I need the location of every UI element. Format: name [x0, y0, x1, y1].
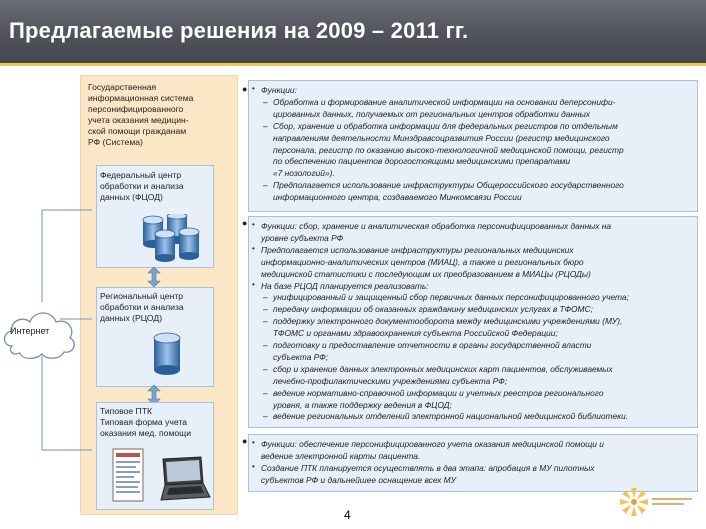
federal-center-box — [96, 165, 214, 268]
bullet-marker: • — [252, 84, 255, 93]
laptop-icon — [155, 455, 211, 503]
panel-text-line: Создание ПТК планируется осуществлять в два этапа: апробация в МУ пилотных — [261, 462, 595, 473]
panel-text-line: подготовку и предоставление отчетности в органы государственной власти — [273, 340, 592, 350]
panel-text-line: субъекта РФ; — [273, 351, 329, 362]
panel-text-line: сбор и хранение данных электронных медицинских карт пациентов, обслуживаемых — [273, 363, 613, 374]
dash-marker: – — [263, 411, 268, 422]
ptk-box — [96, 402, 214, 510]
regional-center-label: Региональный центр обработки и анализа данных (РЦОД) — [100, 291, 184, 323]
internet-connector — [40, 206, 100, 456]
panel-text-line: поддержку электронного документооборота между медицинскими учреждениями (МУ), — [273, 316, 623, 327]
document-icon — [111, 447, 147, 505]
dash-marker: – — [263, 316, 268, 327]
dash-marker: – — [263, 96, 268, 107]
page-title: Предлагаемые решения на 2009 – 2011 гг. — [9, 18, 469, 43]
panel-text-line: Функции: — [261, 85, 297, 95]
panel-text-line: уровне субъекта РФ — [261, 232, 344, 243]
dash-marker: – — [263, 120, 268, 131]
panel-text-line: Функции: обеспечение персонифицированного учета оказания медицинской помощи и — [261, 439, 604, 449]
panel-text-line: информационного центра, создаваемого Минкомсвязи России — [273, 192, 522, 203]
panel-text-line: направлениям деятельности Минздравсоцразвития России (регистр медицинского — [273, 132, 610, 143]
dash-marker: – — [263, 180, 268, 191]
dash-marker: – — [263, 292, 268, 303]
panel-text-line: «7 нозологий»). — [273, 168, 335, 179]
logo-icon — [612, 482, 702, 526]
ptk-label: Типовое ПТК Типовая форма учета оказания мед. помощи — [100, 406, 191, 438]
regional-functions-panel — [248, 216, 698, 428]
bullet-marker: • — [252, 220, 255, 229]
panel-text-line: по обеспечению пациентов дорогостоящими медицинскими препаратами — [273, 156, 571, 167]
panel-text-line: ТФОМС и органами здравоохранения субъекта Российской Федерации; — [273, 328, 558, 339]
dash-marker: – — [263, 340, 268, 350]
bullet-dot: ● — [242, 436, 248, 446]
panel-text-line: передачу информации об оказанных гражданину медицинских услугах в ТФОМС; — [273, 304, 593, 315]
federal-functions-panel — [248, 80, 698, 212]
title-bar — [0, 0, 706, 63]
panel-text-line: Обработка и формирование аналитической информации на основании деперсонифи- — [273, 96, 616, 107]
panel-text-line: ведение региональных отделений электронной национальной медицинской библиотеки. — [273, 411, 629, 422]
dash-marker: – — [263, 387, 268, 398]
dash-marker: – — [263, 363, 268, 374]
panel-text-line: ведение электронной карты пациента. — [261, 450, 421, 461]
database-icon — [151, 332, 183, 376]
dash-marker: – — [263, 304, 268, 315]
internet-label: Интернет — [10, 326, 50, 336]
panel-text-line: лечебно-профилактическими учреждениями субъекта РФ; — [273, 375, 508, 386]
panel-text-line: Предполагается использование инфраструктуры Общероссийского государственного — [273, 180, 624, 191]
panel-text-line: цированных данных, получаемых от региональных центров обработки данных — [273, 108, 590, 119]
panel-text-line: На базе РЦОД планируется реализовать: — [261, 280, 429, 291]
page-number: 4 — [344, 508, 351, 522]
panel-text-line: информационно-аналитических центров (МИАЦ), а также и региональных бюро — [261, 256, 584, 267]
panel-text-line: унифицированный и защищенный сбор первичных данных персонифицированного учета; — [273, 292, 629, 303]
panel-text-line: Предполагается использование инфраструктуры региональных медицинских — [261, 244, 574, 255]
panel-text-line: уровня, а также поддержку ведения в ФЦОД; — [273, 399, 452, 410]
title-divider — [0, 63, 706, 66]
panel-text-line: Сбор, хранение и обработка информации для федеральных регистров по отдельным — [273, 120, 618, 131]
bullet-dot: ● — [242, 84, 248, 94]
bullet-marker: • — [252, 243, 255, 253]
panel-text-line: Функции: сбор, хранение и аналитическая обработка персонифицированных данных на — [261, 221, 611, 231]
panel-text-line: персонала, регистр по оказанию высоко-технологичной медицинской помощи, регистр — [273, 144, 624, 155]
bullet-marker: • — [252, 438, 255, 447]
bullet-marker: • — [252, 279, 255, 289]
bullet-dot: ● — [242, 218, 248, 228]
regional-center-box — [96, 287, 214, 387]
federal-center-label: Федеральный центр обработки и анализа данных (ФЦОД) — [100, 170, 184, 202]
panel-text-line: медицинской статистики с последующим их преобразованием в МИАЦы (РЦОДы) — [261, 268, 591, 279]
bullet-marker: • — [252, 461, 255, 471]
link-arrow-icon — [146, 266, 162, 288]
panel-text-line: субъектов РФ и дальнейшее оснащение всех МУ — [261, 474, 456, 485]
system-caption: Государственная информационная система персонифицированного учета оказания медицин- ской помощи гражданам РФ (Система) — [88, 82, 194, 147]
panel-text-line: ведение нормативно-справочной информации и учетных реестров регионального — [273, 387, 604, 398]
database-cluster-icon — [141, 214, 211, 266]
